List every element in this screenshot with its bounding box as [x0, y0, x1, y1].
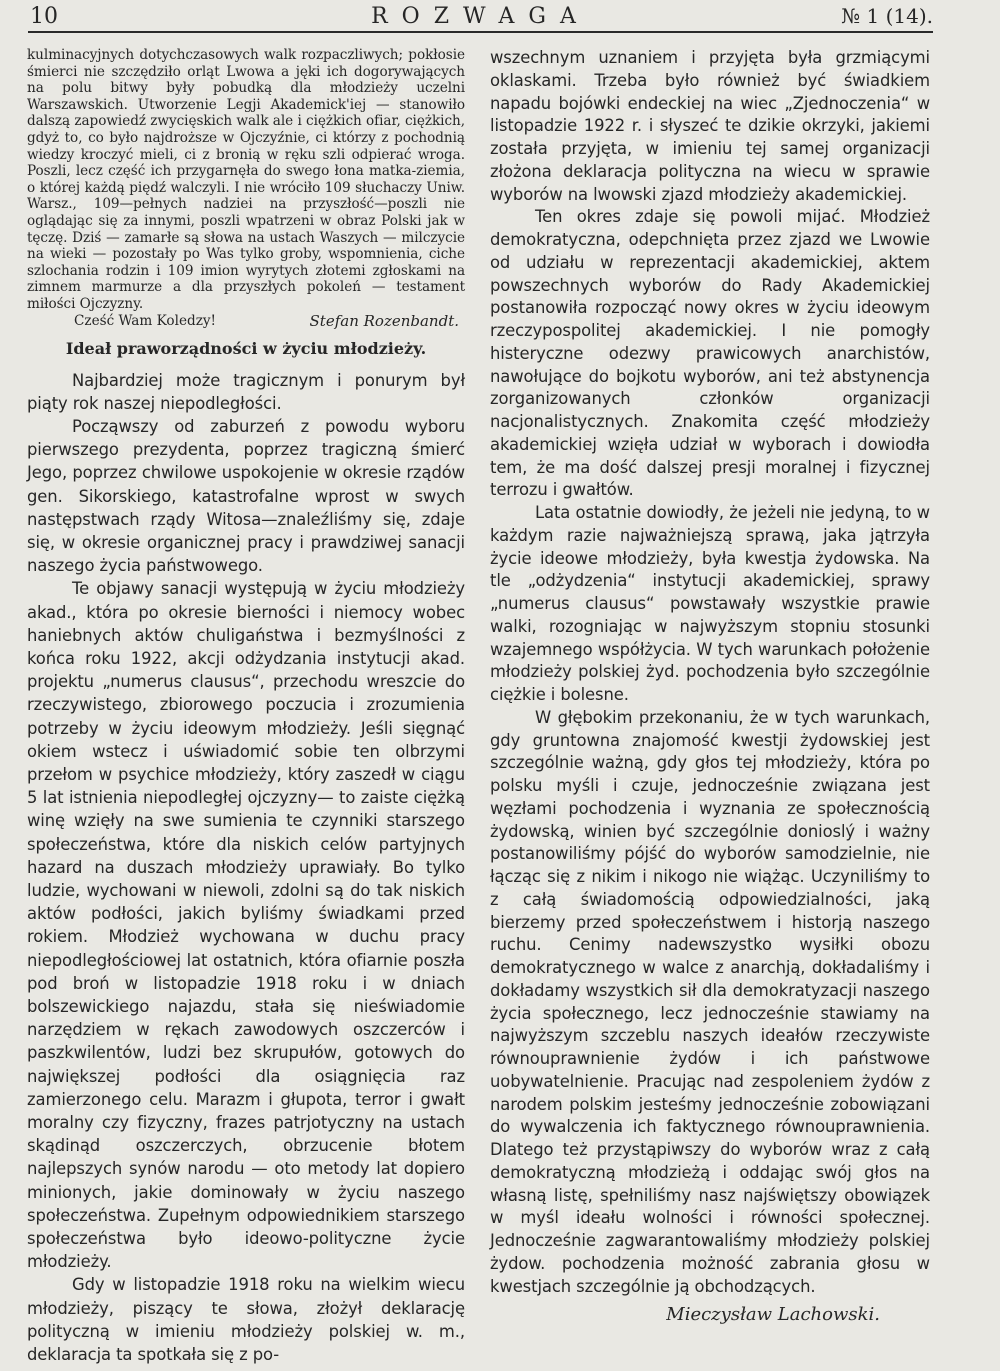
article-paragraph: W głębokim przekonaniu, że w tych warunkach, gdy gruntowna znajomość kwestji żydowskiej jest szczególnie ważną, gdy głos tej młodzieży, która po polsku myśli i czuje, jednocześnie związana jest węzłami pochodzenia i wyznania ze społecznością żydowską, winien być szczególnie donioslý i ważny postanowiliśmy pójść do wyborów samodzielnie, nie łącząc się z nikim i nikogo nie wiążąc. Uczyniliśmy to z całą świadomością odpowiedzialności, jaką bierzemy przed społeczeństwem i historją naszego ruchu. Cenimy nadewszystko wysiłki obozu demokratycznego w walce z anarchją, dokładaliśmy i dokładamy wszystkich sił dla demokratyzacji naszego życia społecznego, lecz jednocześnie stawiamy na najwyższym szczeblu naszych ideałów rzeczywiste równouprawnienie żydów i ich państwowe uobywatelnienie. Pracując nad zespoleniem żydów z narodem polskim jesteśmy jednocześnie zobowiązani do wywalczenia ich faktycznego równouprawnienia. Dlatego też przystąpiwszy do wyborów wraz z całą demokratyczną młodzieżą i oddając swój głos na własną listę, spełniliśmy nasz najświętszy obowiązek w myśl ideału wolności i równości społecznej. Jednocześnie zagwarantowaliśmy młodzieży polskiej żydow. pochodzenia możność zabrania głosu w kwestjach szczególnie ją obchodzących. [490, 707, 930, 1296]
previous-article-ending: kulminacyjnych dotychczasowych walk rozpaczliwych; pokłosie śmierci nie szczędziło orląt Lwowa a jęki ich dogorywających na polu bitwy były pobudką dla młodzieży uczelni Warszawskich. Utworzenie Legji Akademick'iej — stanowiło dalszą zapowiedź zwycięskich walk ale i ciężkich ofiar, ciężkich, gdyż to, co było najdroższe w Ojczyźnie, ci którzy z pochodnią wiedzy kroczyć mieli, ci z bronią w ręku szli odpierać wroga. Poszli, lecz część ich przygarnęła do swego łona matka-ziemia, o której każdą piędź walczyli. I nie wróciło 109 słuchaczy Uniw. Warsz., 109—pełnych nadziei na przyszłość—poszli nie oglądając się za innymi, poszli wpatrzeni w obraz Polski jak w tęczę. Dziś — zamarłe są słowa na ustach Waszych — milczycie na wieki — pozostały po Was tylko groby, wspomnienia, ciche szlochania rodzin i 109 imion wyrytych złotemi zgłoskami na zimnem marmurze a dla przyszłych pokoleń — testament miłości Ojczyzny. [27, 47, 465, 312]
running-header [28, 4, 933, 30]
previous-article-signoff [27, 313, 465, 331]
author-signature: Stefan Rozenbandt. [309, 311, 459, 330]
article-paragraph: wszechnym uznaniem i przyjęta była grzmiącymi oklaskami. Trzeba było również być świadkiem napadu bojówki endeckiej na wiec „Zjednoczenia“ w listopadzie 1922 r. i słyszeć te dzikie okrzyki, jakiemi została przyjęta, w imieniu tej samej organizacji złożona deklaracja polityczna na wiecu w sprawie wyborów na lwowski zjazd młodzieży akademickiej. [490, 48, 930, 204]
article-paragraph: Lata ostatnie dowiodły, że jeżeli nie jedyną, to w każdym razie najważniejszą sprawą, jaka jątrzyła życie ideowe młodzieży, była kwestja żydowska. Na tle „odżydzenia“ instytucji akademickiej, sprawy „numerus clausus“ powstawały wszystkie prawie walki, rozogniając w najwyższym stopniu stosunki wzajemnego współżycia. W tych warunkach położenie młodzieży polskiej żyd. pochodzenia było szczególnie ciężkie i bolesne. [490, 503, 930, 704]
masthead-title: ROZWAGA [371, 4, 590, 29]
article-paragraph: Ten okres zdaje się powoli mijać. Młodzież demokratyczna, odepchnięta przez zjazd we Lwowie od udziału w reprezentacji akademickiej, aktem powszechnych wyborów do Rady Akademickiej postanowiła rozpocząć nowy okres w życiu ideowym rzeczypospolitej akademickiej. I nie pomogły histeryczne odezwy prawicowych anarchistów, nawołujące do bojkotu wyborów, ani też abstynencja zorganizowanych członków organizacji nacjonalistycznych. Znakomita część młodzieży akademickiej wzięła udział w wyborach i dowiodła tem, że ma dość dalszej presji moralnej i fizycznej terrozu i gwałtów. [490, 207, 930, 500]
page-number: 10 [30, 4, 58, 29]
greeting: Cześć Wam Koledzy! [74, 312, 216, 329]
left-column [27, 47, 465, 1366]
right-column [490, 47, 930, 1325]
author-signature: Mieczysław Lachowski. [666, 1304, 880, 1326]
article-paragraph: Począwszy od zaburzeń z powodu wyboru pierwszego prezydenta, poprzez tragiczną śmierć Jego, poprzez chwilowe uspokojenie w okresie rządów gen. Sikorskiego, katastrofalne wprost w swych następstwach rządy Witosa—znaleźliśmy się, zdaje się, w okresie organicznej pracy i prawdziwej sanacji naszego życia państwowego. [27, 416, 465, 576]
issue-number: № 1 (14). [841, 4, 933, 28]
header-rule [28, 31, 933, 33]
article-paragraph: Gdy w listopadzie 1918 roku na wielkim wiecu młodzieży, piszący te słowa, złożył deklarację polityczną w imieniu młodzieży polskiej w. m., deklaracja ta spotkała się z po- [27, 1275, 465, 1365]
article-paragraph: Te objawy sanacji występują w życiu młodzieży akad., która po okresie bierności i niemocy wobec haniebnych aktów chuligaństwa i bezmyślności z końca roku 1922, akcji odżydzania instytucji akad. projektu „numerus clausus“, przechodu wreszcie do rzeczywistego, zbiorowego poczucia i zrozumienia potrzeby w życiu ideowym młodzieży. Jeśli sięgnąć okiem wstecz i uświadomić sobie ten olbrzymi przełom w psychice młodzieży, który zaszedł w ciągu 5 lat istnienia niepodległej ojczyzny— to zaiste ciężką winę wzięły na swe sumienia te czynniki starszego społeczeństwa, które dla niskich celów partyjnych hazard na duszach młodzieży uprawiały. Bo tylko ludzie, wychowani w niewoli, zdolni są do tak niskich aktów podłości, jakich byliśmy świadkami przed rokiem. Młodzież wychowana w duchu pracy niepodległościowej lat ostatnich, która ofiarnie poszła pod broń w listopadzie 1918 roku i w dniach bolszewickiego najazdu, stała się nieświadomie narzędziem w rękach zawodowych oszczerców i paszkwilentów, ludzi bez skrupułów, gotowych do największej podłości dla osiągnięcia raz zamierzonego celu. Marazm i głupota, terror i gwałt moralny czy fizyczny, frazes patrjotyczny na ustach skądinąd oszczerczych, obrzucenie błotem najlepszych synów narodu — oto metody lat dopiero minionych, jakie dominowały w życiu naszego społeczeństwa. Zupełnym odpowiednikiem starszego społeczeństwa było ideowo-polityczne życie młodzieży. [27, 579, 465, 1272]
article-paragraph: Najbardziej może tragicznym i ponurym był piąty rok naszej niepodległości. [27, 370, 465, 413]
article-heading: Ideał praworządności w życiu młodzieży. [65, 338, 427, 358]
